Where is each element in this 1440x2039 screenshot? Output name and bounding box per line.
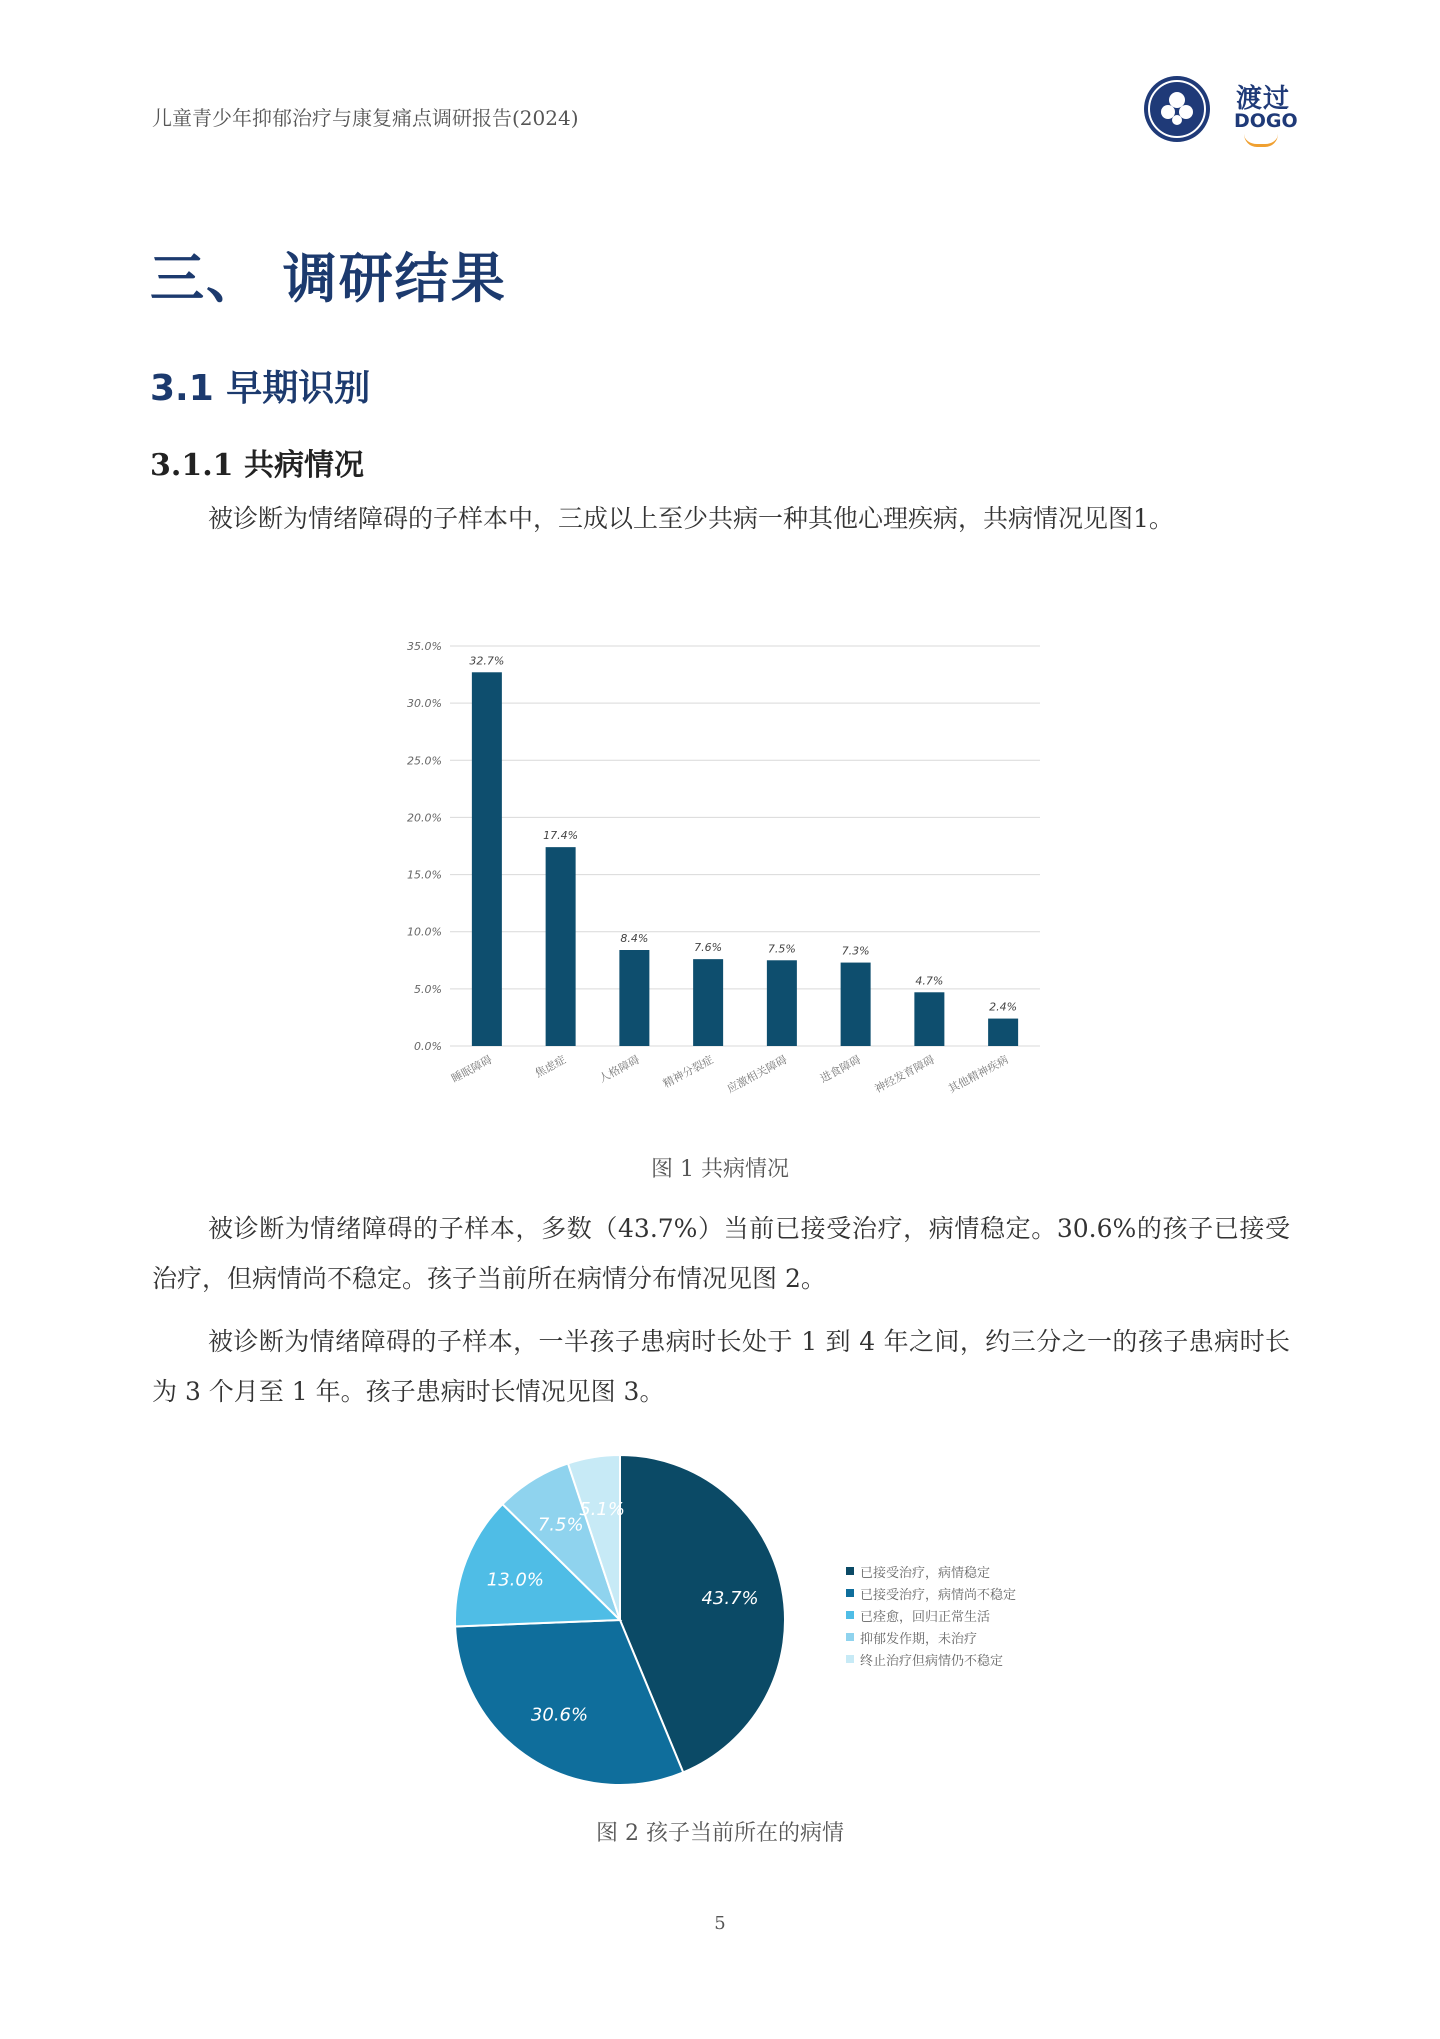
condition-pie-chart xyxy=(440,1440,800,1800)
x-category-label: 神经发育障碍 xyxy=(872,1053,937,1096)
legend-label: 已痊愈，回归正常生活 xyxy=(860,1609,991,1625)
page-number: 5 xyxy=(714,1913,726,1934)
section-heading: 三、 调研结果 xyxy=(150,247,507,310)
x-category-label: 睡眠障碍 xyxy=(449,1053,495,1086)
comorbidity-bar-chart xyxy=(300,628,1140,1108)
header-title: 儿童青少年抑郁治疗与康复痛点调研报告(2024) xyxy=(152,106,579,130)
logo-smile-icon xyxy=(1244,134,1278,147)
x-category-label: 焦虑症 xyxy=(532,1053,569,1081)
bar-value-label: 7.3% xyxy=(841,944,870,958)
pie-value-label: 43.7% xyxy=(701,1588,759,1610)
pie-value-label: 30.6% xyxy=(530,1704,589,1726)
logo-brand-en: DOGO xyxy=(1234,110,1298,132)
brand-logo xyxy=(1144,72,1304,162)
legend-swatch xyxy=(846,1589,854,1597)
bar xyxy=(841,963,871,1046)
legend-item xyxy=(846,1648,1016,1670)
bar-value-label: 7.6% xyxy=(694,941,723,955)
bar-value-label: 8.4% xyxy=(620,932,649,945)
x-category-label: 应激相关障碍 xyxy=(724,1053,790,1096)
pie-value-label: 5.1% xyxy=(579,1499,625,1521)
legend-label: 已接受治疗，病情尚不稳定 xyxy=(860,1587,1017,1603)
y-tick-label: 30.0% xyxy=(407,697,442,711)
x-category-label: 人格障碍 xyxy=(596,1053,642,1086)
y-tick-label: 35.0% xyxy=(407,640,442,653)
figure-1-caption: 图 1 共病情况 xyxy=(651,1157,789,1182)
legend-swatch xyxy=(846,1567,854,1575)
legend-swatch xyxy=(846,1633,854,1641)
logo-emblem-icon xyxy=(1144,76,1210,142)
y-tick-label: 15.0% xyxy=(407,868,442,882)
y-tick-label: 10.0% xyxy=(407,925,442,939)
x-category-label: 进食障碍 xyxy=(818,1053,864,1086)
paragraph-treatment: 被诊断为情绪障碍的子样本，多数（43.7%）当前已接受治疗，病情稳定。30.6%的孩子已接受治疗，但病情尚不稳定。孩子当前所在病情分布情况见图 2。 xyxy=(152,1214,1290,1293)
bar-value-label: 2.4% xyxy=(989,1000,1018,1014)
paragraph-intro: 被诊断为情绪障碍的子样本中，三成以上至少共病一种其他心理疾病，共病情况见图1。 xyxy=(208,504,1174,533)
logo-brand-cn: 渡过 xyxy=(1236,84,1291,114)
legend-item xyxy=(846,1582,1016,1604)
x-category-label: 精神分裂症 xyxy=(660,1053,716,1091)
subsubsection-heading: 3.1.1 共病情况 xyxy=(150,448,364,483)
legend-label: 终止治疗但病情仍不稳定 xyxy=(860,1653,1004,1669)
pie-value-label: 13.0% xyxy=(486,1569,544,1591)
bar-value-label: 17.4% xyxy=(543,829,579,843)
bar xyxy=(619,950,649,1046)
bar xyxy=(472,672,502,1046)
figure-2-caption: 图 2 孩子当前所在的病情 xyxy=(596,1821,844,1846)
legend-swatch xyxy=(846,1655,854,1663)
subsection-heading: 3.1 早期识别 xyxy=(150,368,371,409)
legend-item xyxy=(846,1560,1016,1582)
bar-value-label: 32.7% xyxy=(469,654,505,668)
bar xyxy=(767,960,797,1046)
bar xyxy=(693,959,723,1046)
bar xyxy=(988,1019,1018,1046)
pie-legend xyxy=(846,1560,1016,1670)
x-category-label: 其他精神疾病 xyxy=(946,1053,1011,1096)
y-tick-label: 5.0% xyxy=(414,982,442,996)
pie-value-label: 7.5% xyxy=(537,1514,584,1536)
legend-swatch xyxy=(846,1611,854,1619)
legend-label: 抑郁发作期，未治疗 xyxy=(860,1631,978,1647)
y-tick-label: 25.0% xyxy=(407,754,442,768)
bar-value-label: 7.5% xyxy=(767,942,796,956)
bar-value-label: 4.7% xyxy=(915,974,944,988)
y-tick-label: 20.0% xyxy=(407,811,442,825)
legend-item xyxy=(846,1604,1016,1626)
y-tick-label: 0.0% xyxy=(414,1040,442,1053)
paragraph-duration: 被诊断为情绪障碍的子样本，一半孩子患病时长处于 1 到 4 年之间，约三分之一的孩子患病时长为 3 个月至 1 年。孩子患病时长情况见图 3。 xyxy=(152,1327,1290,1406)
bar xyxy=(914,992,944,1046)
legend-item xyxy=(846,1626,1016,1648)
bar xyxy=(546,847,576,1046)
legend-label: 已接受治疗，病情稳定 xyxy=(860,1565,991,1581)
